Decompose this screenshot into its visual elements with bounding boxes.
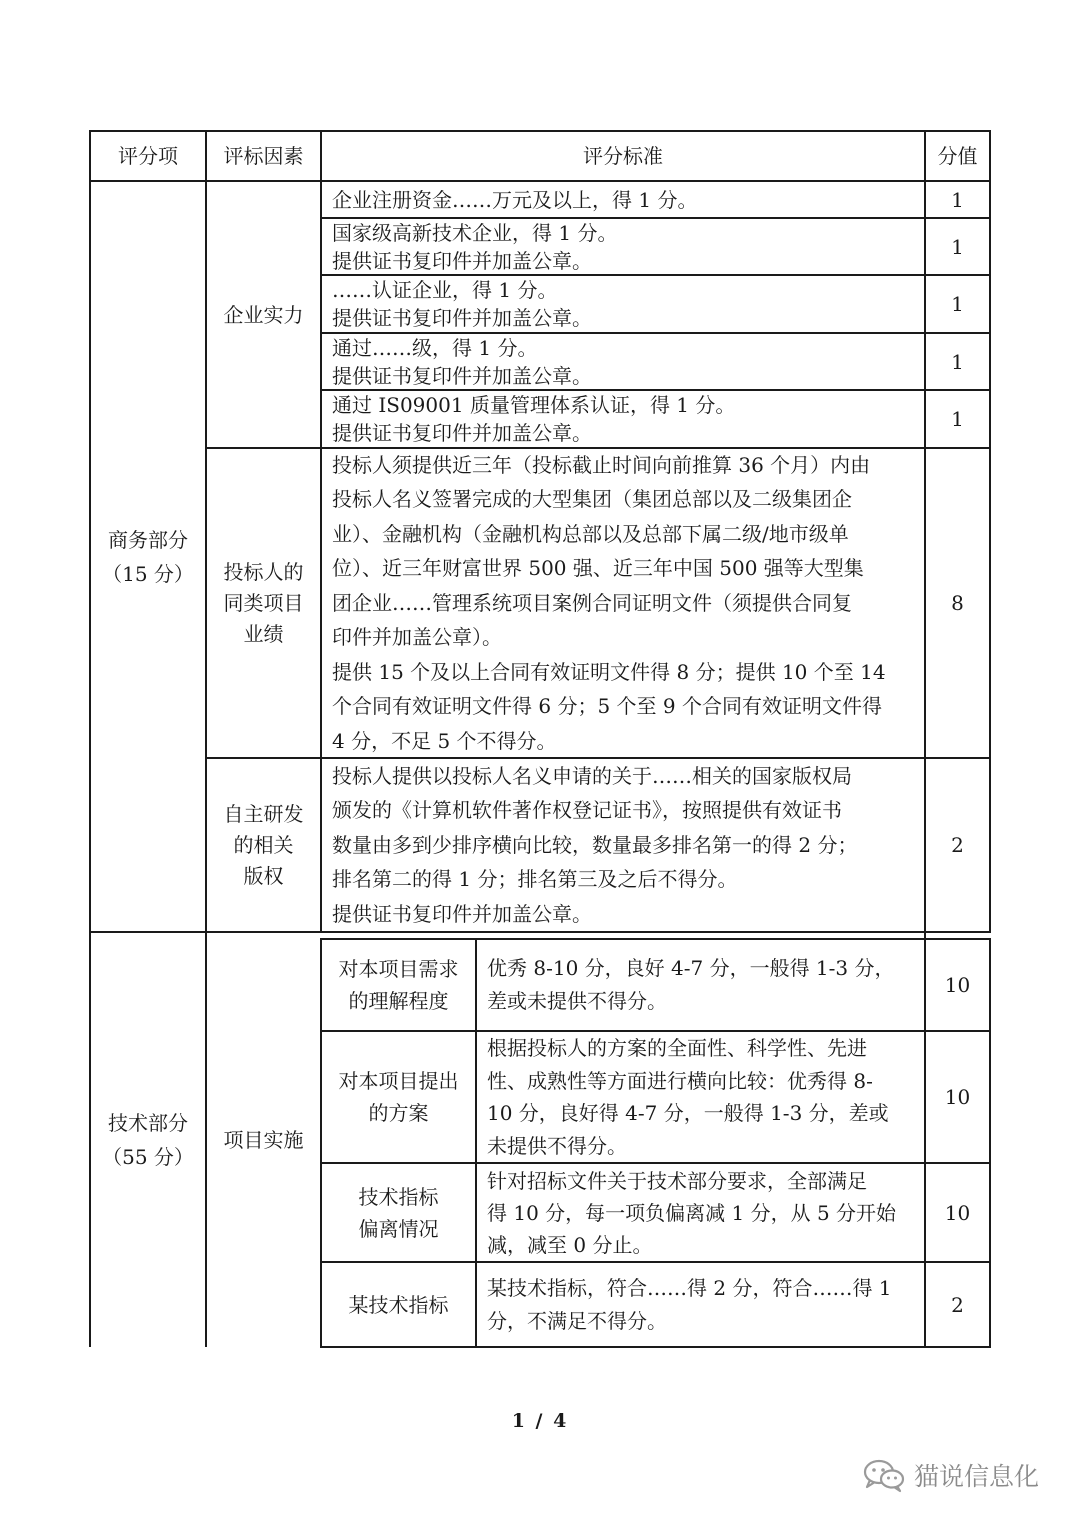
standard-line: 减，减至 0 分止。 <box>487 1232 653 1257</box>
standard-line: 未提供不得分。 <box>487 1133 627 1158</box>
standard-line: 国家级高新技术企业，得 1 分。 <box>332 220 618 245</box>
factor-line: 版权 <box>243 863 284 888</box>
tech-row-4-score: 2 <box>951 1292 964 1317</box>
standard-line: 企业注册资金……万元及以上，得 1 分。 <box>332 187 698 212</box>
standard-line: 提供证书复印件并加盖公章。 <box>332 306 592 330</box>
standard-line: 投标人名义签署完成的大型集团（集团总部以及二级集团企 <box>332 487 852 512</box>
header-score: 分值 <box>937 144 978 168</box>
strength-row-1-score: 1 <box>951 187 964 212</box>
factor-similar-project-performance <box>207 449 320 757</box>
standard-line: 通过 IS09001 质量管理体系认证，得 1 分。 <box>332 393 736 417</box>
category-name: 商务部分 <box>108 527 188 552</box>
subfactor-line: 对本项目需求 <box>338 957 459 981</box>
standard-line: 排名第二的得 1 分；排名第三及之后不得分。 <box>332 867 738 892</box>
tech-row-4-standard <box>477 1263 924 1346</box>
standard-line: 通过……级，得 1 分。 <box>332 335 538 360</box>
standard-line: 印件并加盖公章）。 <box>332 625 502 650</box>
standard-line: 性、成熟性等方面进行横向比较：优秀得 8- <box>487 1068 873 1093</box>
copyright-score: 2 <box>951 833 964 857</box>
technical-category-cell <box>91 933 205 1347</box>
factor-enterprise-strength: 企业实力 <box>223 302 304 327</box>
subfactor-line: 的方案 <box>368 1101 429 1125</box>
tech-row-3-subfactor <box>322 1164 475 1261</box>
factor-project-implementation: 项目实施 <box>223 1128 304 1152</box>
subfactor-line: 技术指标 <box>358 1184 439 1209</box>
standard-line: 提供证书复印件并加盖公章。 <box>332 421 592 445</box>
header-scoring-item: 评分项 <box>118 144 178 168</box>
strength-row-1-standard <box>322 182 924 217</box>
standard-line: 提供 15 个及以上合同有效证明文件得 8 分；提供 10 个至 14 <box>332 659 886 684</box>
strength-row-3-score: 1 <box>951 292 964 316</box>
standard-line: 某技术指标，符合……得 2 分，符合……得 1 <box>487 1275 892 1300</box>
page-number: 1 / 4 <box>511 1410 569 1432</box>
tech-row-2-subfactor <box>322 1032 475 1162</box>
category-points: （55 分） <box>102 1145 194 1169</box>
standard-line: 得 10 分，每一项负偏离减 1 分，从 5 分开始 <box>487 1200 897 1225</box>
subfactor-line: 偏离情况 <box>358 1216 439 1241</box>
category-name: 技术部分 <box>108 1111 188 1135</box>
subfactor-line: 的理解程度 <box>348 989 449 1013</box>
watermark <box>862 1455 1039 1495</box>
subfactor-line: 对本项目提出 <box>338 1069 459 1093</box>
standard-line: 数量由多到少排序横向比较，数量最多排名第一的得 2 分； <box>332 832 858 857</box>
tech-row-2-score: 10 <box>944 1085 971 1109</box>
copyright-standard <box>322 759 924 931</box>
standard-line: 差或未提供不得分。 <box>487 989 667 1013</box>
standard-line: 位）、近三年财富世界 500 强、近三年中国 500 强等大型集 <box>332 556 864 581</box>
standard-line: 提供证书复印件并加盖公章。 <box>332 901 592 926</box>
header-evaluation-factor: 评标因素 <box>223 144 304 168</box>
factor-line: 投标人的 <box>223 559 304 584</box>
standard-line: 提供证书复印件并加盖公章。 <box>332 363 592 388</box>
factor-self-developed-copyright <box>207 759 320 931</box>
standard-line: 针对招标文件关于技术部分要求，全部满足 <box>487 1168 867 1193</box>
standard-line: 投标人须提供近三年（投标截止时间向前推算 36 个月）内由 <box>332 452 871 477</box>
tech-row-1-standard <box>477 940 924 1030</box>
tech-row-3-score: 10 <box>944 1200 971 1225</box>
strength-row-5-standard <box>322 391 924 447</box>
business-category-cell <box>91 182 205 931</box>
standard-line: 分，不满足不得分。 <box>487 1308 667 1333</box>
performance-standard <box>322 449 924 757</box>
standard-line: 10 分，良好得 4-7 分，一般得 1-3 分，差或 <box>487 1101 889 1125</box>
tech-row-4-subfactor <box>322 1263 475 1346</box>
tech-row-2-standard <box>477 1032 924 1162</box>
standard-line: 提供证书复印件并加盖公章。 <box>332 248 592 273</box>
standard-line: 根据投标人的方案的全面性、科学性、先进 <box>487 1036 867 1060</box>
standard-line: 业）、金融机构（金融机构总部以及总部下属二级/地市级单 <box>332 521 849 546</box>
wechat-icon <box>862 1457 906 1493</box>
factor-line: 业绩 <box>243 621 284 646</box>
strength-row-5-score: 1 <box>951 407 964 431</box>
factor-line: 的相关 <box>233 832 294 857</box>
watermark-text: 猫说信息化 <box>914 1462 1040 1491</box>
standard-line: 投标人提供以投标人名义申请的关于……相关的国家版权局 <box>332 763 852 788</box>
standard-line: 4 分，不足 5 个不得分。 <box>332 728 557 753</box>
strength-row-4-standard <box>322 334 924 389</box>
strength-row-2-standard <box>322 219 924 274</box>
standard-line: ……认证企业，得 1 分。 <box>332 278 558 302</box>
standard-line: 个合同有效证明文件得 6 分；5 个至 9 个合同有效证明文件得 <box>332 694 882 719</box>
header-scoring-standard: 评分标准 <box>583 144 663 168</box>
standard-line: 颁发的《计算机软件著作权登记证书》，按照提供有效证书 <box>332 798 842 823</box>
strength-row-2-score: 1 <box>951 234 964 259</box>
performance-score: 8 <box>951 591 964 615</box>
strength-row-4-score: 1 <box>951 349 964 374</box>
tech-row-3-standard <box>477 1164 924 1261</box>
tech-row-1-score: 10 <box>944 973 971 997</box>
subfactor-line: 某技术指标 <box>348 1292 449 1317</box>
category-points: （15 分） <box>102 561 194 586</box>
standard-line: 团企业……管理系统项目案例合同证明文件（须提供合同复 <box>332 590 852 615</box>
strength-row-3-standard <box>322 276 924 332</box>
tech-row-1-subfactor <box>322 940 475 1030</box>
standard-line: 优秀 8-10 分，良好 4-7 分，一般得 1-3 分， <box>487 956 895 980</box>
factor-line: 同类项目 <box>223 590 304 615</box>
factor-line: 自主研发 <box>223 801 304 826</box>
